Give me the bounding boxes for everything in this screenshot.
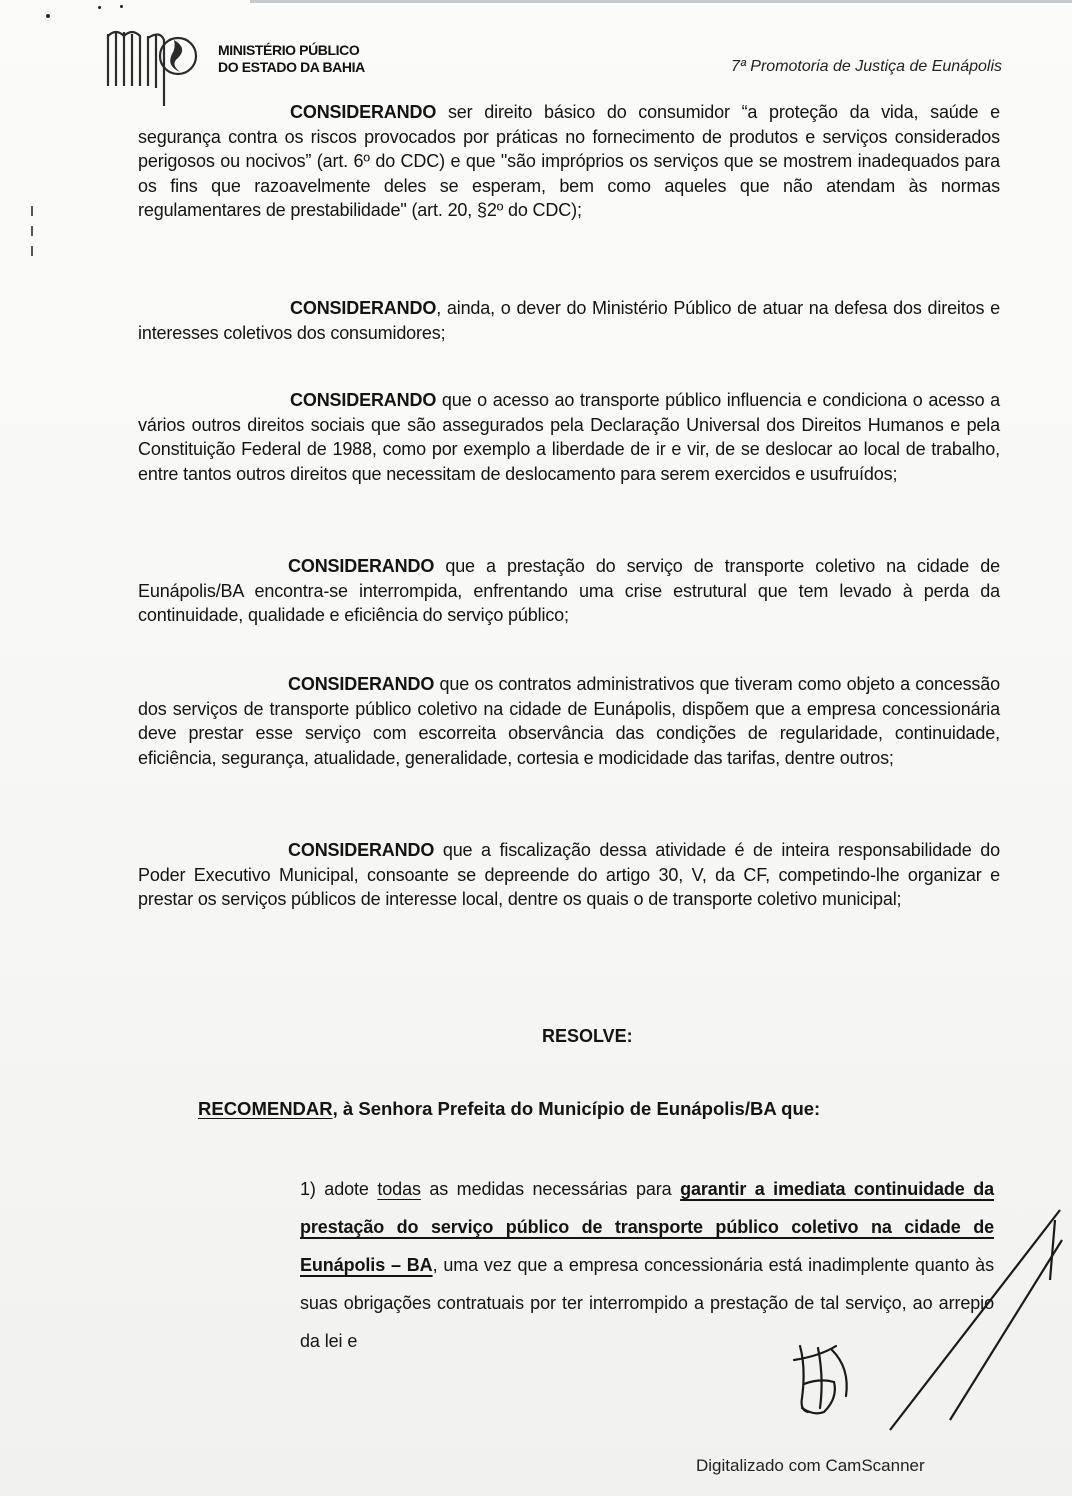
resolve-heading: RESOLVE: — [542, 1026, 633, 1046]
scan-top-edge — [250, 0, 1072, 3]
scanner-watermark: Digitalizado com CamScanner — [696, 1456, 925, 1475]
margin-mark — [31, 246, 33, 256]
paragraph-considerando-4 — [138, 554, 1000, 628]
margin-mark — [31, 206, 33, 216]
item-text: 1) adote — [300, 1179, 378, 1199]
promotoria-title: 7ª Promotoria de Justiça de Eunápolis — [731, 58, 1002, 75]
organization-name — [218, 42, 365, 76]
item-emphasis: garantir a imediata continuidade da prestação do serviço público de transporte público coletivo na cidade de Eunápolis – BA — [300, 1179, 995, 1275]
considerando-label: CONSIDERANDO — [290, 102, 437, 122]
recommendation-text: , à Senhora Prefeita do Município de Eunápolis/BA que: — [332, 1098, 821, 1119]
considerando-label: CONSIDERANDO — [288, 556, 435, 576]
paragraph-considerando-1 — [138, 100, 1000, 223]
paragraph-text: que a fiscalização dessa atividade é de inteira responsabilidade do Poder Executivo Municipal, consoante se depreende do artigo 30, V, da CF, competindo-lhe organizar e prestar os serviços públicos de interesse local, dentre os quais o de transporte coletivo municipal; — [138, 840, 1000, 909]
paragraph-considerando-5 — [138, 672, 1000, 770]
paragraph-text: que o acesso ao transporte público influencia e condiciona o acesso a vários outros direitos sociais que são assegurados pela Declaração Universal dos Direitos Humanos e pela Constituição Federal de 1988, como por exemplo a liberdade de ir e vir, de se deslocar ao local de trabalho, entre tantos outros direitos que necessitam de deslocamento para serem exercidos e usufruídos; — [138, 390, 1000, 484]
considerando-label: CONSIDERANDO — [288, 840, 435, 860]
paragraph-considerando-6 — [138, 838, 1000, 912]
paragraph-text: ser direito básico do consumidor “a proteção da vida, saúde e segurança contra os riscos provocados por práticas no fornecimento de produtos e serviços considerados perigosos ou nocivos” (art. 6º do CDC) e que "são impróprios os serviços que se mostrem inadequados para os fins que razoavelmente deles se esperam, bem como aqueles que não atendam às normas regulamentares de prestabilidade" (art. 20, §2º do CDC); — [138, 102, 1000, 220]
considerando-label: CONSIDERANDO — [290, 298, 437, 318]
paragraph-considerando-2 — [138, 296, 1000, 345]
paragraph-text: , ainda, o dever do Ministério Público de atuar na defesa dos direitos e interesses coletivos dos consumidores; — [138, 298, 1000, 343]
item-text: as medidas necessárias para — [420, 1179, 681, 1199]
paragraph-text: que os contratos administrativos que tiveram como objeto a concessão dos serviços de transporte público coletivo na cidade de Eunápolis, dispõem que a empresa concessionária deve prestar esse serviço com escorreita observância das condições de regularidade, continuidade, eficiência, segurança, atualidade, generalidade, cortesia e modicidade das tarifas, dentre outros; — [138, 674, 1000, 768]
paragraph-text: que a prestação do serviço de transporte coletivo na cidade de Eunápolis/BA encontra-se interrompida, enfrentando uma crise estrutural que tem levado à perda da continuidade, qualidade e eficiência do serviço público; — [138, 556, 1000, 625]
considerando-label: CONSIDERANDO — [288, 674, 435, 694]
mp-logo-icon — [104, 26, 202, 110]
margin-mark — [31, 226, 33, 236]
org-line-1: MINISTÉRIO PÚBLICO — [218, 42, 360, 58]
recomendar-label: RECOMENDAR — [198, 1098, 333, 1119]
paragraph-considerando-3 — [138, 388, 1000, 486]
recommendation-heading — [198, 1098, 820, 1120]
considerando-label: CONSIDERANDO — [290, 390, 437, 410]
todas-emphasis: todas — [377, 1179, 421, 1199]
page-corner-lines — [850, 1200, 1072, 1440]
item-text: , uma vez que a empresa concessionária está inadimplente quanto às suas obrigações contratuais por ter interrompido a prestação de tal serviço, ao arrepio da lei e — [300, 1255, 994, 1351]
org-line-2: DO ESTADO DA BAHIA — [218, 59, 365, 75]
